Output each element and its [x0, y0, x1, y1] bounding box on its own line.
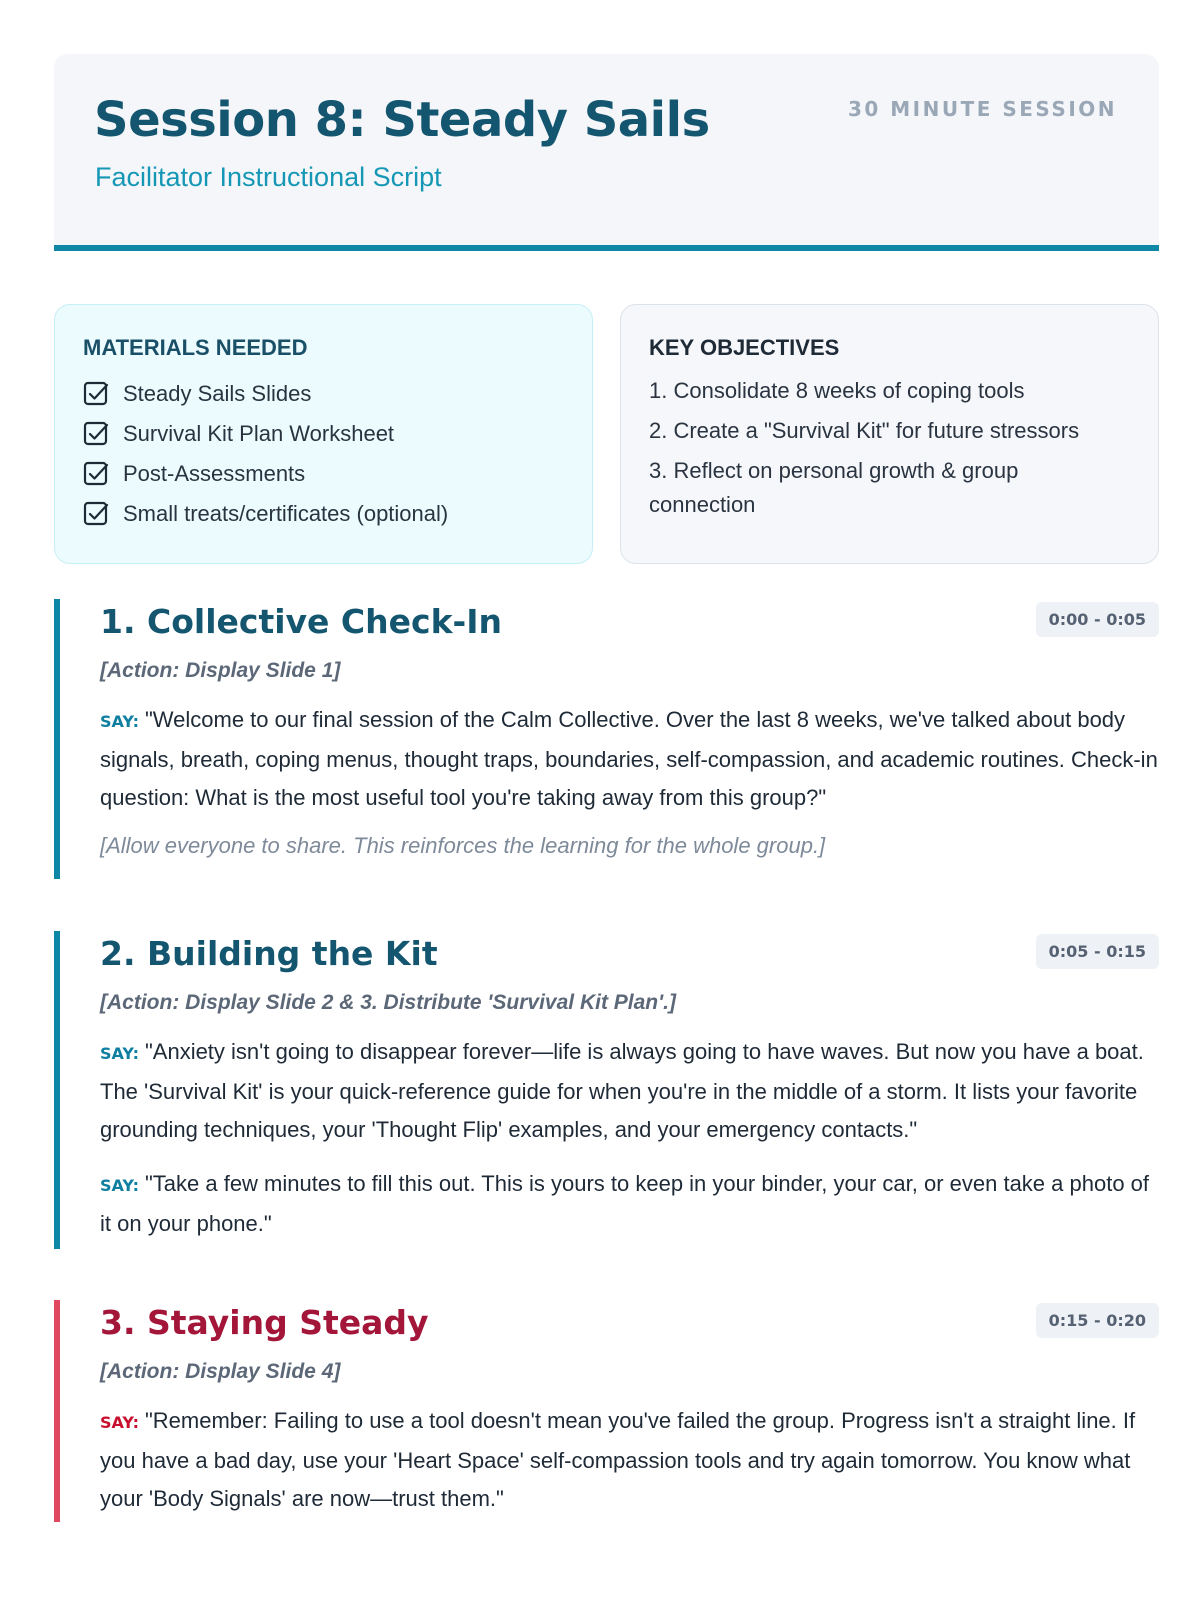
action-instruction: [Action: Display Slide 1]	[100, 659, 341, 682]
checkbox-checked-icon	[83, 421, 109, 447]
facilitator-note: [Allow everyone to share. This reinforces the learning for the whole group.]	[100, 833, 826, 858]
page-title: Session 8: Steady Sails	[94, 92, 710, 148]
section-title: 3. Staying Steady	[100, 1303, 429, 1342]
materials-item	[83, 374, 564, 414]
materials-item	[83, 494, 564, 534]
time-badge: 0:15 - 0:20	[1036, 1303, 1159, 1338]
info-row	[54, 304, 1159, 564]
session-duration: 30 MINUTE SESSION	[847, 97, 1117, 121]
time-badge: 0:05 - 0:15	[1036, 934, 1159, 969]
objectives-box	[620, 304, 1159, 564]
say-text: "Take a few minutes to fill this out. This is yours to keep in your binder, your car, or even take a photo of it on your phone."	[100, 1171, 1150, 1236]
section-title: 1. Collective Check-In	[100, 602, 502, 641]
materials-item	[83, 414, 564, 454]
checkbox-checked-icon	[83, 461, 109, 487]
say-block	[100, 1165, 1159, 1243]
section-header	[100, 1300, 1159, 1350]
section-title: 2. Building the Kit	[100, 934, 438, 973]
session-script-page	[54, 54, 1159, 1511]
say-label: SAY:	[100, 1044, 139, 1063]
say-text: "Welcome to our final session of the Calm Collective. Over the last 8 weeks, we've talked about body signals, breath, coping menus, thought traps, boundaries, self-compassion, and academic routines. Check-in question: What is the most useful tool you're taking away from this group?"	[100, 707, 1158, 810]
section-collective-check-in	[54, 599, 1159, 879]
time-badge: 0:00 - 0:05	[1036, 602, 1159, 637]
checkbox-checked-icon	[83, 381, 109, 407]
materials-item-label: Post-Assessments	[123, 461, 306, 486]
objectives-heading: KEY OBJECTIVES	[649, 335, 840, 360]
say-block	[100, 1033, 1159, 1149]
say-text: "Remember: Failing to use a tool doesn't mean you've failed the group. Progress isn't a straight line. If you have a bad day, use your 'Heart Space' self-compassion tools and try again tomorrow. You know what your 'Body Signals' are now—trust them."	[100, 1408, 1136, 1511]
materials-item-label: Steady Sails Slides	[123, 381, 312, 406]
page-subtitle: Facilitator Instructional Script	[95, 162, 442, 192]
section-header	[100, 599, 1159, 649]
say-block	[100, 1402, 1159, 1518]
say-block	[100, 701, 1159, 817]
section-building-the-kit	[54, 931, 1159, 1249]
objective-item: 1. Consolidate 8 weeks of coping tools	[649, 378, 1025, 403]
say-label: SAY:	[100, 1176, 139, 1195]
section-staying-steady	[54, 1300, 1159, 1522]
session-header	[54, 54, 1159, 251]
materials-item-label: Survival Kit Plan Worksheet	[123, 421, 395, 446]
objective-item: 3. Reflect on personal growth & group connection	[649, 458, 1019, 517]
materials-item-label: Small treats/certificates (optional)	[123, 501, 449, 526]
action-instruction: [Action: Display Slide 2 & 3. Distribute 'Survival Kit Plan'.]	[100, 991, 676, 1014]
materials-box	[54, 304, 593, 564]
section-header	[100, 931, 1159, 981]
checkbox-checked-icon	[83, 501, 109, 527]
action-instruction: [Action: Display Slide 4]	[100, 1360, 341, 1383]
materials-heading: MATERIALS NEEDED	[83, 335, 308, 360]
say-label: SAY:	[100, 1413, 139, 1432]
say-text: "Anxiety isn't going to disappear forever—life is always going to have waves. But now you have a boat. The 'Survival Kit' is your quick-reference guide for when you're in the middle of a storm. It lists your favorite grounding techniques, your 'Thought Flip' examples, and your emergency contacts."	[100, 1039, 1144, 1142]
say-label: SAY:	[100, 712, 139, 731]
materials-item	[83, 454, 564, 494]
objective-item: 2. Create a "Survival Kit" for future stressors	[649, 418, 1080, 443]
